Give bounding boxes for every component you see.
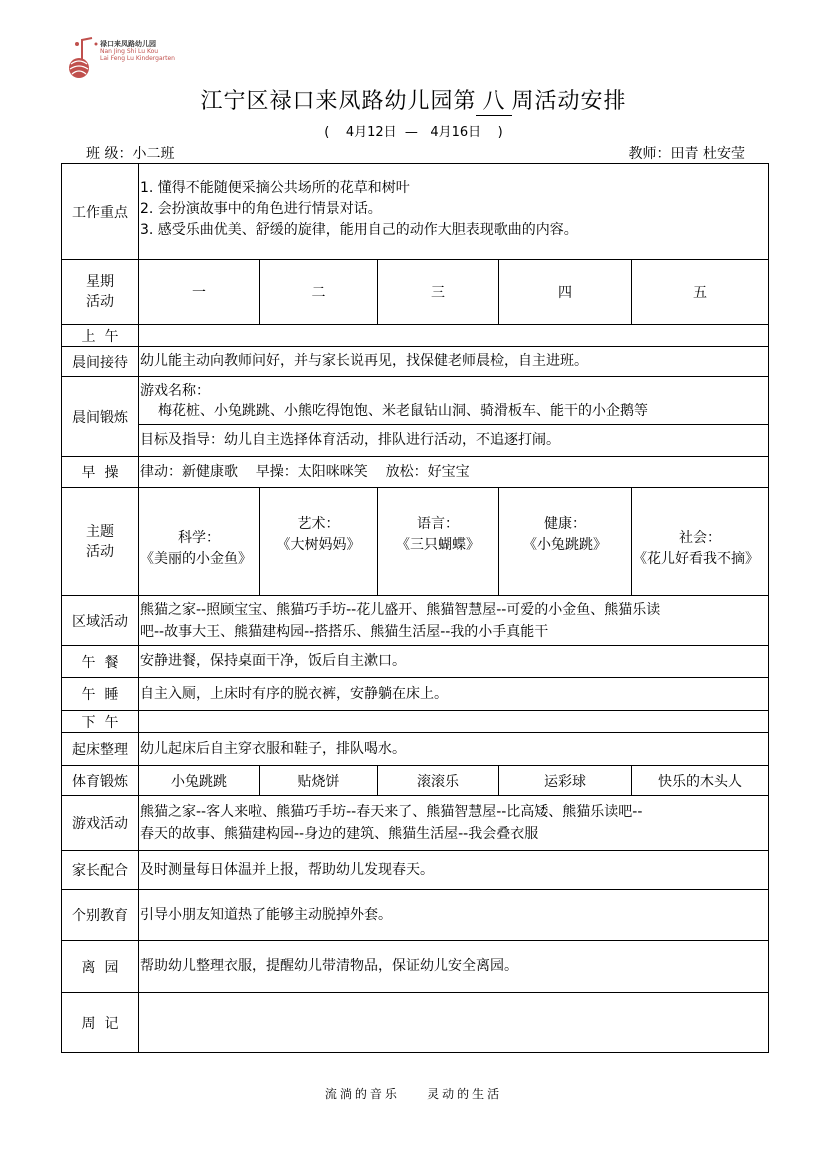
page-title xyxy=(0,84,827,116)
theme-title: 《大树妈妈》 xyxy=(276,536,361,553)
row-parents xyxy=(62,851,769,890)
weekday-thu: 四 xyxy=(499,260,632,325)
exercise-games-list: 梅花桩、小兔跳跳、小熊吃得饱饱、米老鼠钻山洞、骑滑板车、能干的小企鹅等 xyxy=(158,402,648,419)
date-range: ( 4月12日 — 4月16日 ) xyxy=(324,125,503,140)
teacher-info: 教师：田青 杜安莹 xyxy=(628,146,745,162)
logo-pinyin-1: Nan Jing Shi Lu Kou xyxy=(100,48,159,55)
area-label: 区域活动 xyxy=(62,596,139,646)
weekday-fri: 五 xyxy=(632,260,769,325)
morning-blank xyxy=(139,325,769,347)
row-pe xyxy=(62,766,769,796)
kindergarten-logo-icon xyxy=(62,34,102,80)
row-morning-exercise xyxy=(62,457,769,488)
leave-text: 帮助幼儿整理衣服，提醒幼儿带清物品，保证幼儿安全离园。 xyxy=(139,941,769,993)
theme-subject: 艺术： xyxy=(297,515,340,532)
title-suffix: 周活动安排 xyxy=(511,89,627,114)
morning-label: 上 午 xyxy=(62,325,139,347)
theme-subject: 健康： xyxy=(544,515,586,532)
exercise-games xyxy=(139,377,769,425)
schedule-table xyxy=(61,163,769,1053)
row-leave xyxy=(62,941,769,993)
parents-text: 及时测量每日体温并上报，帮助幼儿发现春天。 xyxy=(139,851,769,890)
parents-label: 家长配合 xyxy=(62,851,139,890)
theme-title: 《花儿好看我不摘》 xyxy=(633,550,759,567)
games-label: 游戏活动 xyxy=(62,796,139,851)
row-individual xyxy=(62,890,769,941)
class-info: 班 级：小二班 xyxy=(86,146,175,162)
weekday-tue: 二 xyxy=(260,260,378,325)
logo-pinyin-2: Lai Feng Lu Kindergarten xyxy=(100,55,175,62)
row-nap xyxy=(62,678,769,711)
theme-cell-wed xyxy=(378,488,499,596)
focus-item: 2. 会扮演故事中的角色进行情景对话。 xyxy=(140,201,382,217)
row-reception xyxy=(62,347,769,377)
theme-title: 《三只蝴蝶》 xyxy=(396,536,480,553)
area-text xyxy=(139,596,769,646)
page-footer: 流淌的音乐 灵动的生活 xyxy=(324,1087,503,1101)
row-focus xyxy=(62,164,769,260)
weekday-header-label xyxy=(62,260,139,325)
theme-cell-mon xyxy=(139,488,260,596)
theme-subject: 科学： xyxy=(178,529,220,546)
exercise-goal: 目标及指导：幼儿自主选择体育活动，排队进行活动，不追逐打闹。 xyxy=(139,425,769,457)
weekday-mon: 一 xyxy=(139,260,260,325)
theme-subject: 社会： xyxy=(679,529,722,546)
logo-name: 禄口来凤路幼儿园 xyxy=(100,40,156,48)
row-games xyxy=(62,796,769,851)
games-line: 熊猫之家--客人来啦、熊猫巧手坊--春天来了、熊猫智慧屋--比高矮、熊猫乐读吧-- xyxy=(140,804,643,820)
pe-mon: 小兔跳跳 xyxy=(139,766,260,796)
row-exercise-goal xyxy=(62,425,769,457)
theme-title: 《小兔跳跳》 xyxy=(523,536,607,553)
area-line: 熊猫之家--照顾宝宝、熊猫巧手坊--花儿盛开、熊猫智慧屋--可爱的小金鱼、熊猫乐读 xyxy=(140,601,661,618)
leave-label: 离 园 xyxy=(62,941,139,993)
exercise-label: 晨间锻炼 xyxy=(62,377,139,457)
row-weekday-header xyxy=(62,260,769,325)
title-prefix: 江宁区禄口来凤路幼儿园第 xyxy=(200,89,477,114)
morning-exercise-label: 早 操 xyxy=(62,457,139,488)
lunch-text: 安静进餐，保持桌面干净，饭后自主漱口。 xyxy=(139,646,769,678)
row-weekly-notes xyxy=(62,993,769,1053)
wakeup-label: 起床整理 xyxy=(62,733,139,766)
games-line: 春天的故事、熊猫建构园--身边的建筑、熊猫生活屋--我会叠衣服 xyxy=(140,826,539,842)
theme-cell-fri xyxy=(632,488,769,596)
weekday-wed: 三 xyxy=(378,260,499,325)
wakeup-text: 幼儿起床后自主穿衣服和鞋子，排队喝水。 xyxy=(139,733,769,766)
focus-label: 工作重点 xyxy=(62,164,139,260)
row-morning xyxy=(62,325,769,347)
header-label-line2: 活动 xyxy=(86,294,114,310)
pe-tue: 贴烧饼 xyxy=(260,766,378,796)
area-line: 吧--故事大王、熊猫建构园--搭搭乐、熊猫生活屋--我的小手真能干 xyxy=(140,623,549,640)
row-afternoon xyxy=(62,711,769,733)
weekly-notes-text xyxy=(139,993,769,1053)
reception-label: 晨间接待 xyxy=(62,347,139,377)
row-lunch xyxy=(62,646,769,678)
individual-text: 引导小朋友知道热了能够主动脱掉外套。 xyxy=(139,890,769,941)
pe-fri: 快乐的木头人 xyxy=(632,766,769,796)
reception-text: 幼儿能主动向教师问好，并与家长说再见，找保健老师晨检，自主进班。 xyxy=(139,347,769,377)
theme-label xyxy=(62,488,139,596)
weekly-notes-label: 周 记 xyxy=(62,993,139,1053)
exercise-games-title: 游戏名称： xyxy=(140,382,210,399)
row-area xyxy=(62,596,769,646)
theme-title: 《美丽的小金鱼》 xyxy=(140,550,252,567)
nap-text: 自主入厕，上床时有序的脱衣裤，安静躺在床上。 xyxy=(139,678,769,711)
lunch-label: 午 餐 xyxy=(62,646,139,678)
afternoon-label: 下 午 xyxy=(62,711,139,733)
pe-wed: 滚滚乐 xyxy=(378,766,499,796)
theme-subject: 语言： xyxy=(417,515,459,532)
row-exercise-games xyxy=(62,377,769,425)
header-label-line1: 星期 xyxy=(86,274,114,290)
logo-text xyxy=(100,41,175,62)
row-theme xyxy=(62,488,769,596)
afternoon-blank xyxy=(139,711,769,733)
pe-label: 体育锻炼 xyxy=(62,766,139,796)
row-wakeup xyxy=(62,733,769,766)
title-week: 八 xyxy=(476,89,511,116)
theme-label-line1: 主题 xyxy=(86,523,114,540)
pe-thu: 运彩球 xyxy=(499,766,632,796)
theme-label-line2: 活动 xyxy=(86,543,114,560)
individual-label: 个别教育 xyxy=(62,890,139,941)
nap-label: 午 睡 xyxy=(62,678,139,711)
focus-item: 3. 感受乐曲优美、舒缓的旋律，能用自己的动作大胆表现歌曲的内容。 xyxy=(140,222,578,238)
games-text xyxy=(139,796,769,851)
focus-content xyxy=(139,164,769,260)
focus-item: 1. 懂得不能随便采摘公共场所的花草和树叶 xyxy=(140,180,410,196)
theme-cell-tue xyxy=(260,488,378,596)
morning-exercise-text: 律动：新健康歌 早操：太阳咪咪笑 放松：好宝宝 xyxy=(139,457,769,488)
theme-cell-thu xyxy=(499,488,632,596)
